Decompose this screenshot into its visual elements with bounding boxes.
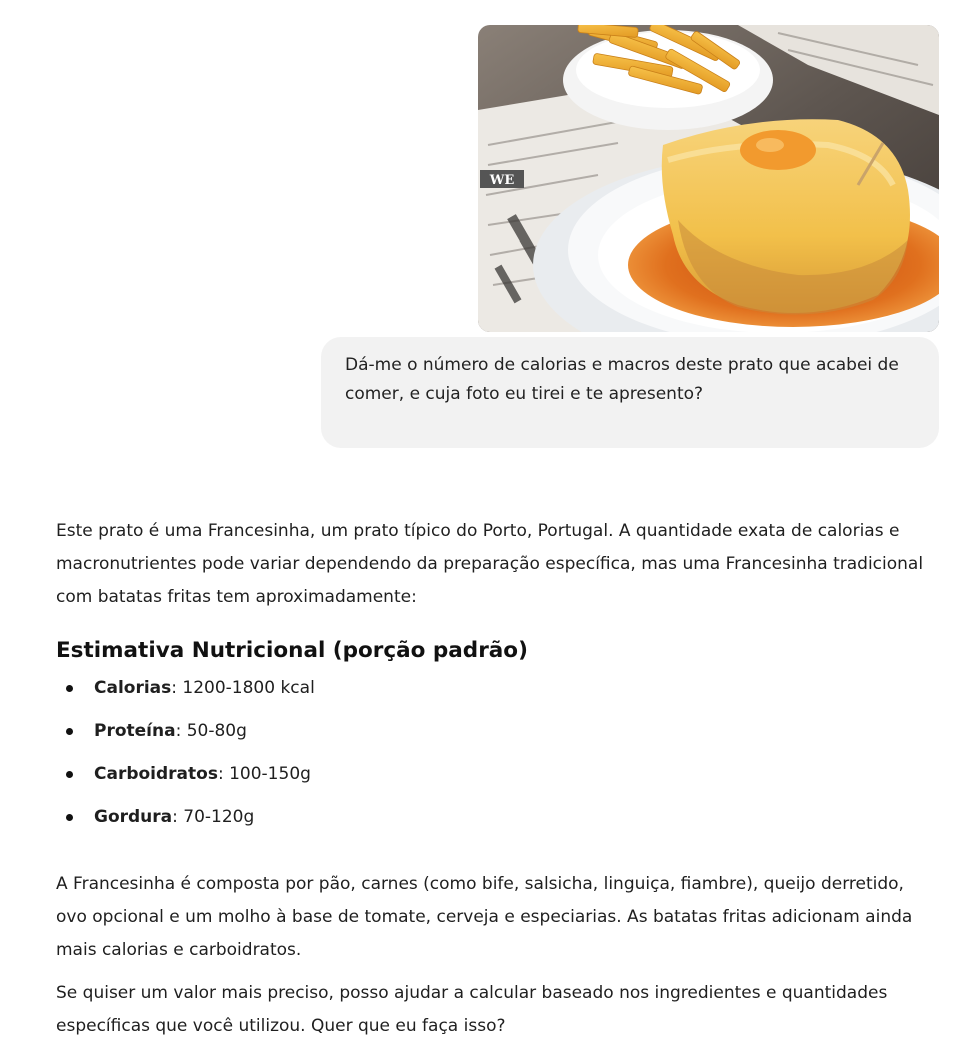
- response-composition: A Francesinha é composta por pão, carnes (como bife, salsicha, linguiça, fiambre), queijo derretido, ovo opcional e um molho à base de tomate, cerveja e especiarias. As batatas fritas adicionam ainda mais calorias e carboidratos.: [56, 874, 913, 960]
- nutrient-item-proteina: [56, 717, 936, 760]
- nutrient-value: : 100-150g: [217, 764, 311, 784]
- assistant-response: [56, 515, 936, 1043]
- bullet-icon: [66, 771, 73, 778]
- response-offer: Se quiser um valor mais preciso, posso ajudar a calcular baseado nos ingredientes e quantidades específicas que você utilizou. Quer que eu faça isso?: [56, 983, 888, 1036]
- nutrient-list: [56, 674, 936, 846]
- nutrient-item-gordura: [56, 803, 936, 846]
- nutrition-heading: Estimativa Nutricional (porção padrão): [56, 638, 528, 663]
- nutrient-label: Calorias: [94, 678, 172, 698]
- food-photo-icon: [478, 25, 939, 332]
- watermark-label: WE: [489, 173, 515, 188]
- nutrient-value: : 70-120g: [172, 807, 255, 827]
- response-intro: Este prato é uma Francesinha, um prato típico do Porto, Portugal. A quantidade exata de calorias e macronutrientes pode variar dependendo da preparação específica, mas uma Francesinha tradicional com batatas fritas tem aproximadamente:: [56, 521, 924, 607]
- nutrient-item-carboidratos: [56, 760, 936, 803]
- uploaded-food-photo[interactable]: [478, 25, 939, 332]
- nutrient-item-calorias: [56, 674, 936, 717]
- user-message-text: Dá-me o número de calorias e macros deste prato que acabei de comer, e cuja foto eu tirei e te apresento?: [345, 355, 899, 404]
- bullet-icon: [66, 814, 73, 821]
- nutrient-label: Carboidratos: [94, 764, 218, 784]
- nutrient-label: Gordura: [94, 807, 173, 827]
- bullet-icon: [66, 728, 73, 735]
- nutrient-label: Proteína: [94, 721, 176, 741]
- nutrient-value: : 1200-1800 kcal: [171, 678, 315, 698]
- nutrient-value: : 50-80g: [175, 721, 247, 741]
- bullet-icon: [66, 685, 73, 692]
- user-message-bubble: [321, 337, 939, 448]
